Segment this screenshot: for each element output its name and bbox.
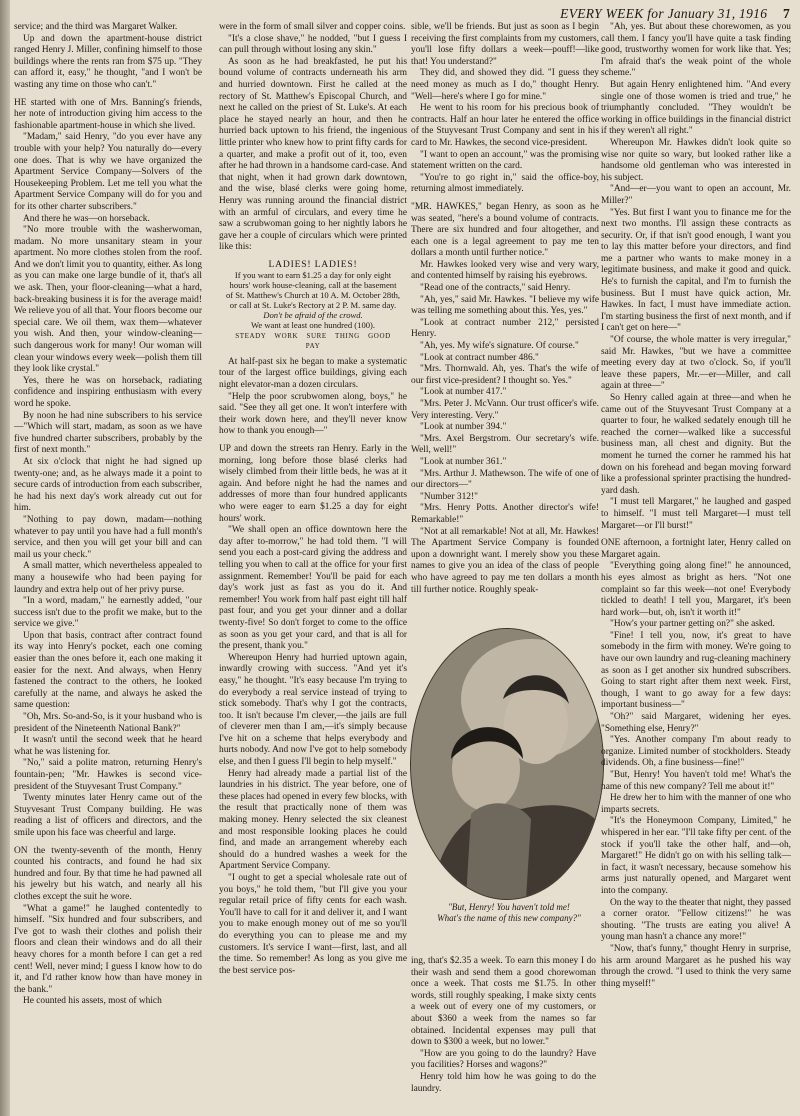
- paragraph: "Number 312!": [420, 491, 478, 502]
- page-number: 7: [782, 6, 790, 21]
- paragraph: "Read one of the contracts," said Henry.: [420, 283, 571, 294]
- paragraph: It wasn't until the second week that he heard what he was listening for.: [14, 735, 202, 757]
- paragraph: "Look at number 394.": [420, 422, 507, 433]
- ad-title: LADIES! LADIES!: [268, 258, 358, 270]
- paragraph: "Of course, the whole matter is very irregular," said Mr. Hawkes, "but we have a committee meeting every day at two o'clock. So, if you'll leave these papers, Mr.—er—Miller, and call again at three—": [601, 335, 791, 392]
- paragraph: At six o'clock that night he had signed up twenty-one; and, as he always made it a point to secure cards of introduction from each subscriber, he had his next day's work already cut out for him.: [14, 456, 202, 514]
- column-2: [219, 22, 407, 1108]
- section-paragraph: ON the twenty-seventh of the month, Henry counted his contracts, and found he had six hundred and four. By that time he had pawned all his jewelry but his watch, and nearly all his clothes except the suit he wore.: [14, 845, 202, 902]
- paragraph: "Now, that's funny," thought Henry in surprise, his arm around Margaret as he pushed his way through the crowd. "I used to think the very same thing myself!": [601, 943, 791, 989]
- paragraph: Twenty minutes later Henry came out of the Stuyvesant Trust Company building. He was reading a list of officers and directors, and the smile upon his face was cheerful and large.: [14, 793, 202, 838]
- date-prefix: for: [647, 6, 664, 21]
- paragraph: "Look at number 417.": [420, 387, 507, 398]
- photo-caption: [420, 902, 598, 924]
- paragraph: "Ah, yes," said Mr. Hawkes. "I believe my wife was telling me something about this. Yes, yes.": [411, 294, 599, 317]
- paragraph: "Look at number 361.": [420, 456, 507, 467]
- paragraph: "Everything going along fine!" he announced, his eyes almost as bright as hers. "Not one complaint so far this week—not one! Everybody tickled to death! I tell you, Margaret, it's been hard work—but, oh, isn't it worth it!": [601, 561, 791, 618]
- illustration-photo: [410, 628, 604, 900]
- paragraph: "Look at contract number 486.": [420, 352, 539, 363]
- paragraph: "Nothing to pay down, madam—nothing whatever to pay until you have had a full month's service, and then you will get your bill and can mail us your check.": [14, 514, 202, 560]
- paragraph: service; and the third was Margaret Walker.: [14, 22, 178, 32]
- paragraph: "I must tell Margaret," he laughed and gasped to himself. "I must tell Margaret—I must tell Margaret—or I'll burst!": [601, 497, 791, 531]
- issue-date: January 31, 1916: [667, 6, 768, 21]
- circular-advertisement: [225, 260, 401, 351]
- paragraph: "Help the poor scrubwomen along, boys," he said. "See they all get one. It won't interfere with their work down here, and they'll never know how to thank you enough—": [219, 391, 407, 437]
- paragraph: "We shall open an office downtown here the day after to-morrow," he had told them. "I will send you each a post-card giving the address and telling you when to call at the office for your first assignment. Remember! You'll be paid for each day's work just as fast as you do it. And remember! You work from half past eight till half past four, and you get your dinner and a dollar twenty-five! So don't forget to come to the office as soon as you get your card, and that is all for the present, thank you.": [219, 525, 407, 652]
- paragraph: "Yes. Another company I'm about ready to organize. Limited number of stockholders. Steady dividends. Oh, a fine business—fine!": [601, 735, 791, 769]
- ad-footer: STEADY WORK SURE THING GOOD PAY: [235, 331, 391, 350]
- paragraph: "Ah, yes. My wife's signature. Of course.": [420, 341, 579, 352]
- paragraph: A small matter, which nevertheless appealed to many a housewife who had been paying for laundry and extra help out of her privy purse.: [14, 561, 202, 595]
- paragraph: Yes, there he was on horseback, radiating confidence and inspiring enthusiasm with every word he spoke.: [14, 375, 202, 409]
- ad-body: If you want to earn $1.25 a day for only eight hours' work house-cleaning, call at the basement of St. Matthew's Church at 10 A. M. October 28th, or call at St. Luke's Rectory at 2 P. M. same day.: [225, 269, 401, 310]
- paragraph: "How are you going to do the laundry? Have you facilities? Horses and wagons?": [411, 1048, 596, 1071]
- paragraph: "Oh, Mrs. So-and-So, is it your husband who is president of the Nineteenth National Bank?": [14, 712, 202, 734]
- paragraph: "Mrs. Arthur J. Mathewson. The wife of one of our directors—": [411, 468, 599, 491]
- paragraph: "Mrs. Peter J. McVann. Our trust officer's wife. Very interesting. Very.": [411, 399, 599, 421]
- paragraph: "Look at contract number 212," persisted Henry.: [411, 317, 599, 340]
- paragraph: At half-past six he began to make a systematic tour of the largest office buildings, giving each night elevator-man a dozen circulars.: [219, 356, 407, 391]
- paragraph: He went to his room for his precious book of contracts. Half an hour later he entered the office of the Stuyvesant Trust Company and sent in his card to Mr. Hawkes, the second vice-president.: [411, 103, 599, 148]
- paragraph: Upon that basis, contract after contract found its way into Henry's pocket, each one coming easier than the ones before it, each one making it easier for the next. And always, when Henry fastened the contract to the others, he looked carefully at the name, and always he asked the same question:: [14, 630, 202, 711]
- paragraph: As soon as he had breakfasted, he put his bound volume of contracts underneath his arm and hurried downtown. First he called at the rectory of St. Matthew's Episcopal Church, and next he called on the priest of St. Luke's. At each place he stayed nearly an hour, and then he hurried back uptown to his friend, the ingenious little printer who knew how to print fifty cards for a quarter, and make a profit out of it, too, even after he had thrown in a handsome card-case. And that night, when it had grown dark downtown, and the wise, blasé clerks were going home, Henry was running around the financial district with an armful of circulars, and every time he saw a scrubwoman going to her nightly labors he gave her a couple of circulars which were printed like this:: [219, 56, 407, 253]
- paragraph: "Mrs. Thornwald. Ah, yes. That's the wife of our first vice-president? I thought so. Yes.": [411, 364, 599, 386]
- paragraph: "Mrs. Axel Bergstrom. Our secretary's wife. Well, well!": [411, 433, 599, 456]
- paragraph: "It's the Honeymoon Company, Limited," he whispered in her ear. "I'll take fifty per cent. of the stock if you'll take the other half, and—oh, Margaret!" He didn't go on with his selling talk—in fact, it wasn't necessary, because somehow his arms just naturally opened, and Margaret went into the company.: [601, 816, 791, 896]
- section-paragraph: ONE afternoon, a fortnight later, Henry called on Margaret again.: [601, 538, 791, 560]
- paragraph: By noon he had nine subscribers to his service—"Which will start, madam, as soon as we have five hundred charter subscribers, probably by the first of next month.": [14, 410, 202, 456]
- caption-line: "But, Henry! You haven't told me!: [448, 902, 570, 912]
- paragraph: "Oh?" said Margaret, widening her eyes. "Something else, Henry?": [601, 712, 791, 734]
- couple-photo-illustration: [411, 629, 603, 899]
- paragraph: "Ah, yes. But about these chorewomen, as you call them. I fancy you'll have quite a task finding good, trustworthy women for work like that. Yes; I'm afraid that's the weak point of the whole scheme.": [601, 22, 791, 79]
- section-paragraph: HE started with one of Mrs. Banning's friends, her note of introduction giving him access to the fashionable apartment-house in which she lived.: [14, 97, 202, 131]
- column-1: [14, 22, 202, 1108]
- paragraph: Mr. Hawkes looked very wise and very wary, and contented himself by raising his eyebrows.: [411, 259, 599, 282]
- paragraph: Whereupon Mr. Hawkes didn't look quite so wise nor quite so wary, but looked rather like a handsome old gentleman who was interested in his subject.: [601, 137, 791, 183]
- paragraph: Henry told him how he was going to do the laundry.: [411, 1071, 596, 1094]
- paragraph: "No more trouble with the washerwoman, madam. No more unsanitary steam in your apartment. No more clothes stolen from the roof. And we don't limit you to quantity, either. As long as you can make one large bundle of it, that's all we ask. Then, your floor-cleaning—what a hard, back-breaking business it is for the average maid! We relieve you of all that. Your floors become our special care. We oil them, wax them—whatever you wish. And then, your window-cleaning—such dangerous work for many! Our woman will clean your windows every week—polish them till they look like crystal.": [14, 225, 202, 375]
- paragraph: But again Henry enlightened him. "And every single one of those women is tried and true," he triumphantly concluded. "They wouldn't be working in office buildings in the financial district if they weren't all right.": [601, 79, 791, 137]
- paragraph: sible, we'll be friends. But just as soon as I begin receiving the first complaints from my customers, you'll lose fifty dollars a week—pouff!—like that! You understand?": [411, 22, 599, 67]
- paragraph: "And—er—you want to open an account, Mr. Miller?": [601, 184, 791, 206]
- column-4: [601, 22, 791, 1108]
- paragraph: Up and down the apartment-house district ranged Henry J. Miller, confining himself to those buildings where the rents ran from $75 up. "They can afford it, easy," he thought, "and I won't be wasting any time on those who can't.": [14, 33, 202, 90]
- paragraph: "You're to go right in," said the office-boy, returning almost immediately.: [411, 172, 599, 195]
- section-paragraph: UP and down the streets ran Henry. Early in the morning, long before those blasé clerks had wisely climbed from their little beds, he was at it again. And before night he had the names and addresses of more than four hundred applicants who were eager to earn $1.25 a day for eight hours' work.: [219, 444, 407, 524]
- paragraph: "How's your partner getting on?" she asked.: [610, 619, 775, 630]
- paragraph: "Yes. But first I want you to finance me for the next two months. I'll assign these contracts as security. Or, if that isn't good enough, I want you to lay this matter before your directors, and find me a partner who wants to make money in a legitimate business, and make it good and quick. He's to furnish the capital, and I'm to furnish the business. But I must have quick action, Mr. Hawkes. In fact, I must have immediate action. I'm starting business the first of next month, and if I can't get on here—": [601, 207, 791, 334]
- paragraph: They did, and showed they did. "I guess they need money as much as I do," thought Henry. "Well—here's where I go for mine.": [411, 68, 599, 102]
- paragraph: So Henry called again at three—and when he came out of the Stuyvesant Trust Company at a quarter to four, he walked sedately enough till he reached the corner—walked like a successful business man, all chest and dignity. But the moment he turned the corner he rammed his hat down on his forehead and began moving forward like a professional sprinter practising the hundred-yard dash.: [601, 393, 791, 496]
- paragraph: He drew her to him with the manner of one who imparts secrets.: [601, 793, 791, 815]
- paragraph: And there he was—on horseback.: [23, 213, 150, 224]
- section-paragraph: "MR. HAWKES," began Henry, as soon as he was seated, "here's a bound volume of contracts. There are six hundred and four altogether, and each one is a legal agreement to pay me ten dollars a month until further notice.": [411, 201, 599, 259]
- paragraph: "What a game!" he laughed contentedly to himself. "Six hundred and four subscribers, and I've got to wash their clothes and polish their floors and clean their windows and do all their heavy chores for a month before I can get a red cent! Well, never mind; I guess I know how to do it, and I'd rather know how than have money in the bank.": [14, 903, 202, 995]
- paragraph: Whereupon Henry had hurried uptown again, inwardly crowing with success. "And yet it's easy," he thought. "It's easy because I'm trying to do everybody a real service instead of trying to stick somebody. That's why I got the contracts, too. It isn't because I'm clever,—the jails are full of cleverer men than I am,—it's simply because I've hit on a scheme that helps everybody and hurts nobody. And now I've got to help somebody else, and then I guess I'll begin to help myself.": [219, 652, 407, 768]
- paragraph: "Mrs. Henry Potts. Another director's wife! Remarkable!": [411, 503, 599, 525]
- paragraph: were in the form of small silver and copper coins.: [219, 22, 406, 32]
- paragraph: "I ought to get a special wholesale rate out of you boys," he told them, "but I'll give you your regular retail price of fifty cents for each wash. You'll have to call for it and deliver it, and I want you to make enough money out of me so you'll do everything you can to please me and my customers. It's service I want—first, last, and all the time. So remember! As long as you give me the best service pos-: [219, 873, 407, 976]
- paragraph: "I want to open an account," was the promising statement written on the card.: [411, 149, 599, 172]
- paragraph: Henry had already made a partial list of the laundries in his district. The year before, one of these places had opened in every few blocks, with the result that practically none of them was making money. Henry selected the six cleanest and most responsible looking places he could find, and made an arrangement whereby each should do a hundred washes a week for the Apartment Service Company.: [219, 768, 407, 872]
- ad-line: We want at least one hundred (100).: [250, 319, 376, 330]
- ad-italic-line: Don't be afraid of the crowd.: [263, 309, 363, 320]
- paragraph: "Madam," said Henry, "do you ever have any trouble with your help? You naturally do—every one does. That is why we have organized the Apartment Service Company—Solvers of the Housekeeping Problem. Let me tell you what the Apartment Service Company will do for you and for its other charter subscribers.": [14, 132, 202, 212]
- paragraph: "But, Henry! You haven't told me! What's the name of this new company? Tell me about it!": [601, 770, 791, 792]
- paragraph: "Fine! I tell you, now, it's great to have somebody in the firm with money. We're going to have our own laundry and rug-cleaning machinery as soon as I get another six hundred subscribers. Going to start right after them next week. First, though, I want to go away for a few days: important business—": [601, 630, 791, 711]
- column-3: [411, 22, 599, 642]
- binding-edge: [0, 0, 10, 1116]
- caption-line: What's the name of this new company?": [437, 913, 581, 923]
- paragraph: "Not at all remarkable! Not at all, Mr. Hawkes! The Apartment Service Company is founded upon a downright want. I merely show you these names to give you an idea of the class of people who have agreed to pay me ten dollars a month till further notice. Roughly speak-: [411, 526, 599, 595]
- paragraph: "No," said a polite matron, returning Henry's fountain-pen; "Mr. Hawkes is second vice-president of the Stuyvesant Trust Company.": [14, 758, 202, 792]
- paragraph: "It's a close shave," he nodded, "but I guess I can pull through without losing any skin.": [219, 33, 407, 56]
- paragraph: On the way to the theater that night, they passed a corner orator. "Fellow citizens!" he was shouting. "The trusts are eating you alive! A young man hasn't a chance any more!": [601, 897, 791, 943]
- paragraph: He counted his assets, most of which: [23, 996, 162, 1007]
- paragraph: ing, that's $2.35 a week. To earn this money I do their wash and send them a good chorewoman once a week. That costs me $1.75. In other words, still roughly speaking, I make sixty cents a week out of every one of my customers, or about $360 a week from the names so far obtained. Incidental expenses may pull that down to $300 a week, but no lower.": [411, 956, 596, 1048]
- magazine-title: EVERY WEEK: [560, 6, 644, 21]
- paragraph: "In a word, madam," he earnestly added, "our success isn't due to the profit we make, but to the service we give.": [14, 596, 202, 630]
- column-3-continued: [411, 956, 596, 1106]
